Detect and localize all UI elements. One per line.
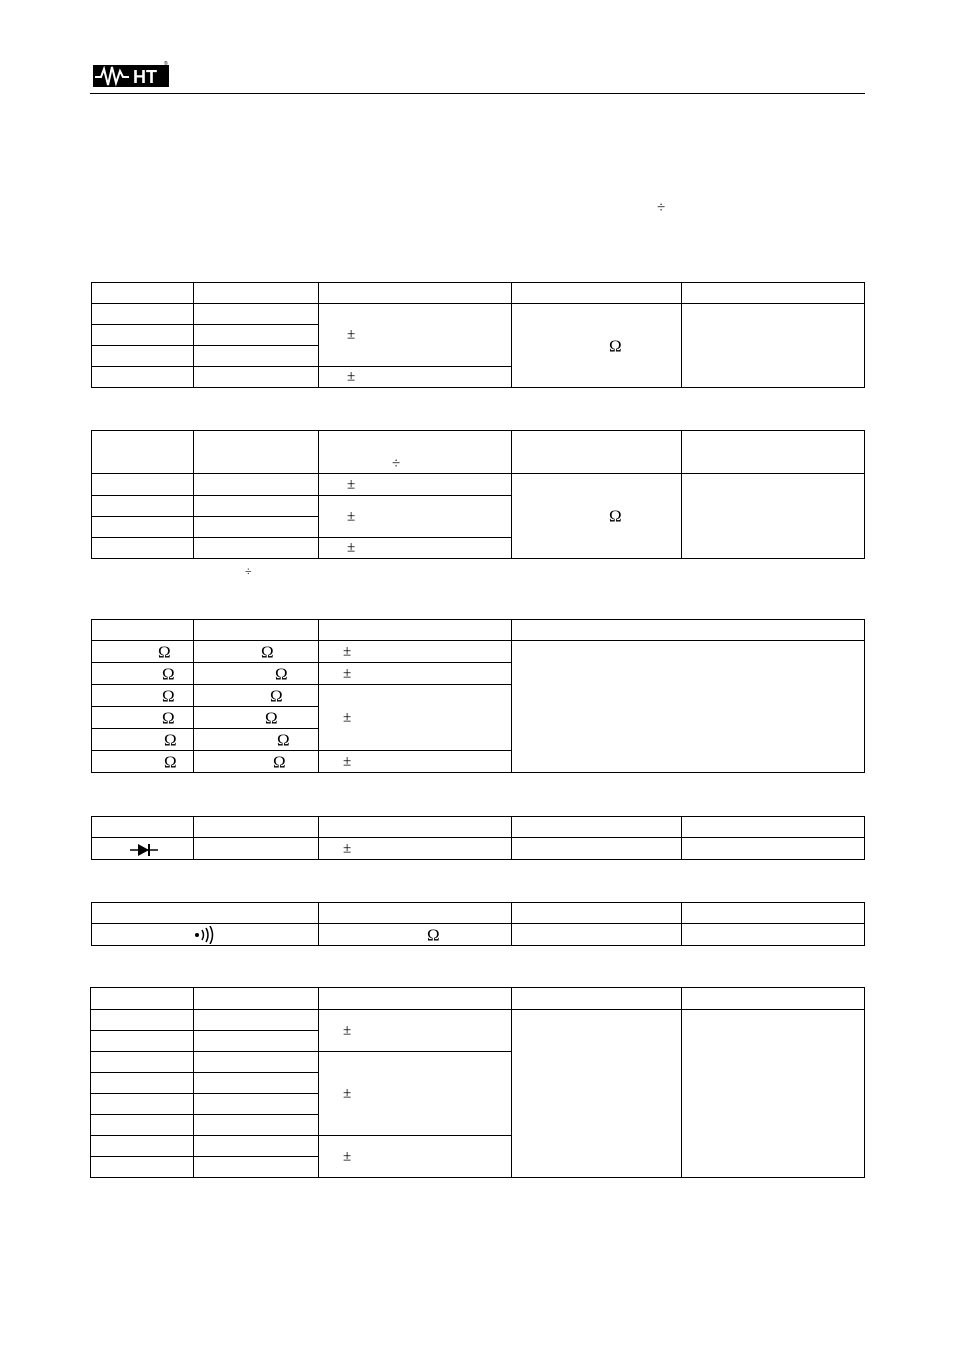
range-ohm: Ω	[162, 686, 175, 705]
range-ohm: Ω	[158, 642, 171, 661]
resolution-ohm: Ω	[275, 664, 288, 683]
resolution-ohm: Ω	[270, 686, 283, 705]
ht-logo-icon	[93, 61, 171, 89]
range-ohm: Ω	[162, 664, 175, 683]
accuracy-plus-minus: ±	[343, 840, 352, 856]
table-1	[91, 282, 865, 388]
accuracy-plus-minus: ±	[343, 1022, 352, 1038]
table-continuity	[91, 902, 865, 946]
header-rule	[90, 93, 865, 94]
impedance-ohm: Ω	[609, 336, 622, 355]
accuracy-plus-minus: ±	[343, 1148, 352, 1164]
threshold-ohm: Ω	[427, 925, 440, 944]
table-6	[90, 987, 865, 1178]
logo-text: HT	[133, 67, 157, 87]
range-ohm: Ω	[164, 752, 177, 771]
resolution-ohm: Ω	[265, 708, 278, 727]
resolution-ohm: Ω	[273, 752, 286, 771]
accuracy-plus-minus: ±	[347, 539, 356, 556]
accuracy-plus-minus: ±	[343, 665, 352, 681]
accuracy-plus-minus: ±	[347, 326, 356, 343]
svg-text:®: ®	[164, 61, 168, 67]
range-ohm: Ω	[164, 730, 177, 749]
header-divide-symbol: ÷	[392, 456, 401, 472]
table-2	[91, 430, 865, 559]
buzzer-icon	[194, 926, 218, 944]
accuracy-plus-minus: ±	[343, 643, 352, 659]
resolution-ohm: Ω	[277, 730, 290, 749]
impedance-ohm: Ω	[609, 506, 622, 526]
diode-icon	[130, 843, 158, 857]
note-divide-symbol: ÷	[245, 564, 252, 578]
accuracy-plus-minus: ±	[347, 476, 356, 492]
range-ohm: Ω	[162, 708, 175, 727]
intro-divide-symbol: ÷	[657, 200, 666, 216]
accuracy-plus-minus: ±	[347, 368, 356, 385]
accuracy-plus-minus: ±	[347, 508, 356, 524]
resolution-ohm: Ω	[261, 642, 274, 661]
accuracy-plus-minus: ±	[343, 753, 352, 769]
table-diode	[91, 816, 865, 860]
accuracy-plus-minus: ±	[343, 709, 352, 725]
accuracy-plus-minus: ±	[343, 1085, 352, 1101]
table-resistance	[91, 619, 865, 773]
